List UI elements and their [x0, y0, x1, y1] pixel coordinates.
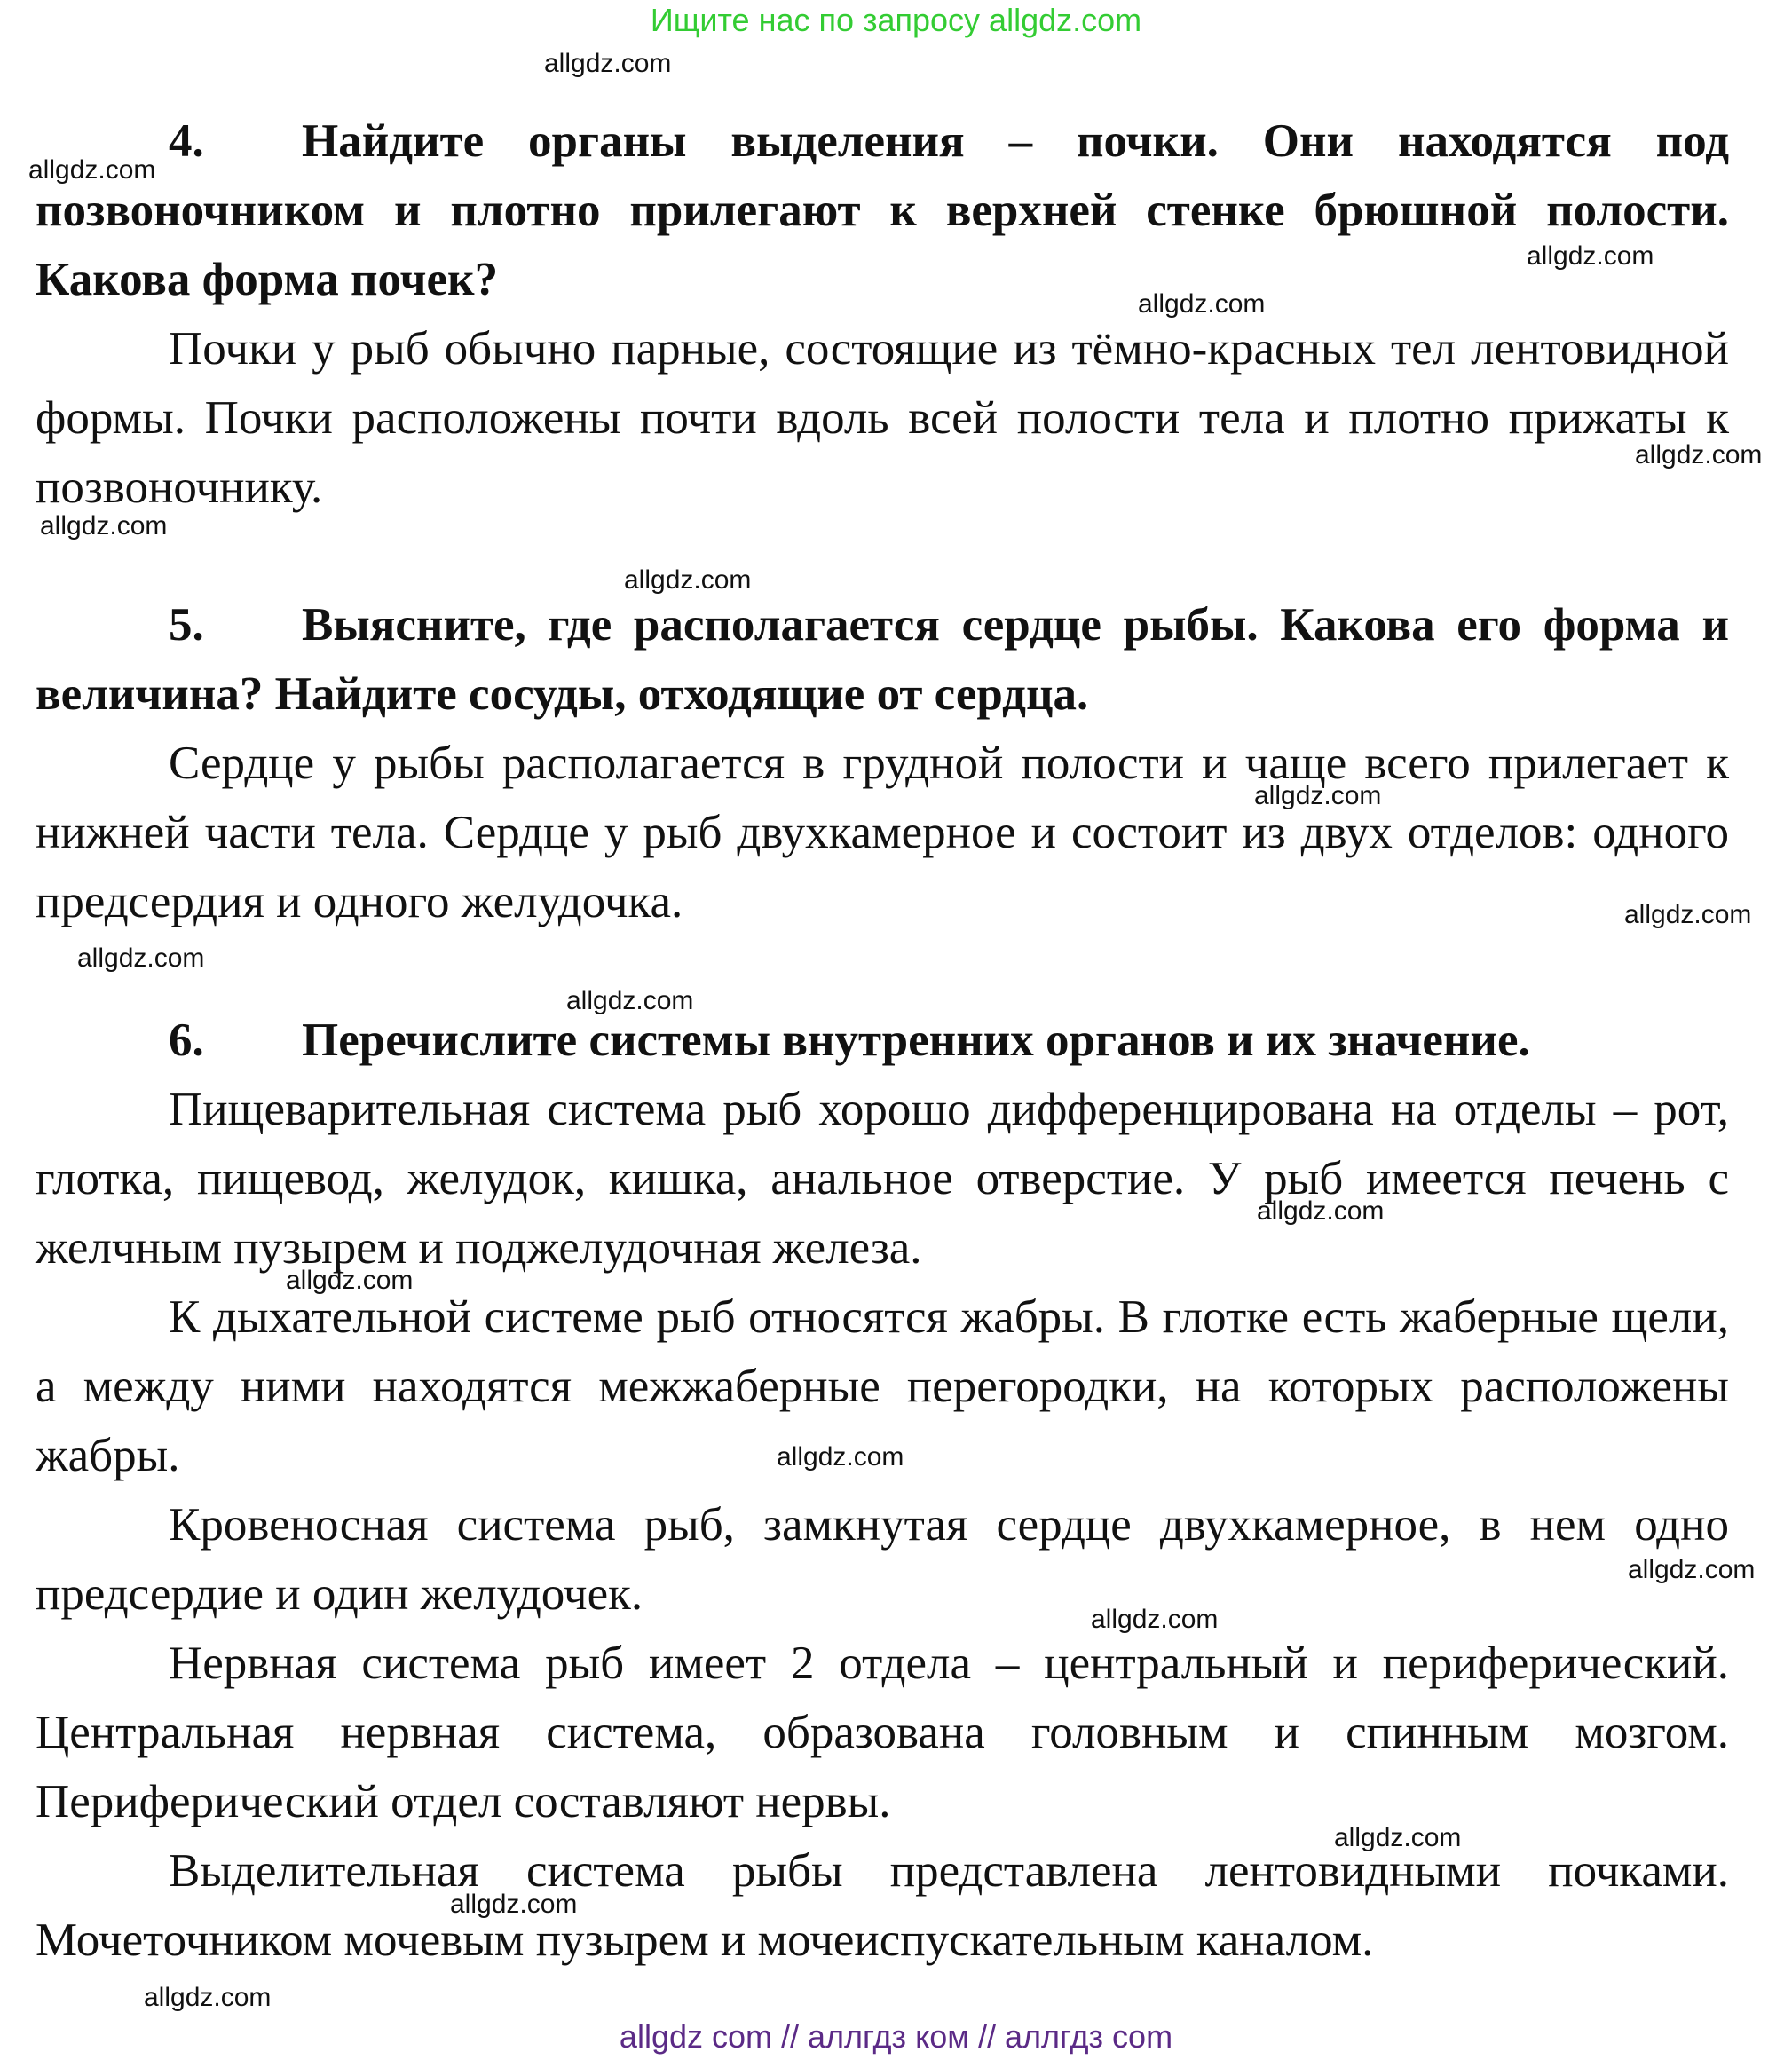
- answer-paragraph: Сердце у рыбы располагается в грудной полости и чаще всего прилегает к нижней части тела. Сердце у рыб двухкамерное и состоит из двух отделов: одного предсердия и одного желудочка.: [36, 738, 1729, 927]
- header-search-link[interactable]: Ищите нас по запросу allgdz.com: [650, 2, 1142, 38]
- watermark-text: allgdz.com: [1635, 440, 1763, 470]
- question-block-6: [36, 1006, 1729, 1975]
- watermark-text: allgdz.com: [1624, 900, 1752, 929]
- watermark-text: allgdz.com: [1257, 1196, 1385, 1226]
- answer-paragraph: Выделительная система рыбы представлена лентовидными почками. Мочеточником мочевым пузырем и мочеиспускательным каналом.: [36, 1845, 1729, 1966]
- answer-paragraph: Почки у рыб обычно парные, состоящие из тёмно-красных тел лентовидной формы. Почки расположены почти вдоль всей полости тела и плотно прижаты к позвоночнику.: [36, 323, 1729, 513]
- watermark-text: allgdz.com: [77, 943, 205, 973]
- question-block-4: [36, 107, 1729, 522]
- watermark-text: allgdz.com: [40, 511, 168, 541]
- answer-paragraph: Кровеносная система рыб, замкнутая сердце двухкамерное, в нем одно предсердие и один желудочек.: [36, 1499, 1729, 1620]
- watermark-text: allgdz.com: [144, 1983, 272, 2012]
- question-text: Перечислите системы внутренних органов и их значение.: [302, 1014, 1530, 1066]
- question-number: 6.: [169, 1014, 204, 1066]
- question-text: Выясните, где располагается сердце рыбы. Какова его форма и величина? Найдите сосуды, отходящие от сердца.: [36, 599, 1729, 720]
- watermark-text: allgdz.com: [566, 986, 694, 1015]
- answer-paragraph: Нервная система рыб имеет 2 отдела – центральный и периферический. Центральная нервная система, образована головным и спинным мозгом. Периферический отдел составляют нервы.: [36, 1638, 1729, 1827]
- answer-paragraph: Пищеварительная система рыб хорошо дифференцирована на отделы – рот, глотка, пищевод, желудок, кишка, анальное отверстие. У рыб имеется печень с желчным пузырем и поджелудочная железа.: [36, 1084, 1729, 1274]
- question-heading: [36, 107, 1729, 314]
- answer-paragraph: К дыхательной системе рыб относятся жабры. В глотке есть жаберные щели, а между ними находятся межжаберные перегородки, на которых расположены жабры.: [36, 1291, 1729, 1481]
- watermark-text: allgdz.com: [1254, 781, 1382, 810]
- watermark-text: allgdz.com: [1334, 1823, 1462, 1852]
- watermark-text: allgdz.com: [544, 49, 672, 78]
- footer-links[interactable]: allgdz com // аллгдз ком // аллгдз com: [619, 2018, 1173, 2055]
- watermark-text: allgdz.com: [777, 1442, 904, 1472]
- question-heading: [36, 1006, 1729, 1075]
- watermark-text: allgdz.com: [1091, 1605, 1219, 1634]
- watermark-text: allgdz.com: [28, 155, 156, 185]
- question-text: Найдите органы выделения – почки. Они находятся под позвоночником и плотно прилегают к верхней стенке брюшной полости. Какова форма почек?: [36, 115, 1729, 305]
- question-heading: [36, 590, 1729, 729]
- question-number: 5.: [169, 599, 204, 651]
- question-block-5: [36, 590, 1729, 936]
- watermark-text: allgdz.com: [1628, 1555, 1756, 1584]
- watermark-text: allgdz.com: [1527, 241, 1654, 271]
- watermark-text: allgdz.com: [1138, 289, 1266, 319]
- watermark-text: allgdz.com: [286, 1266, 414, 1295]
- watermark-text: allgdz.com: [624, 565, 752, 595]
- watermark-text: allgdz.com: [450, 1890, 578, 1919]
- question-number: 4.: [169, 115, 204, 167]
